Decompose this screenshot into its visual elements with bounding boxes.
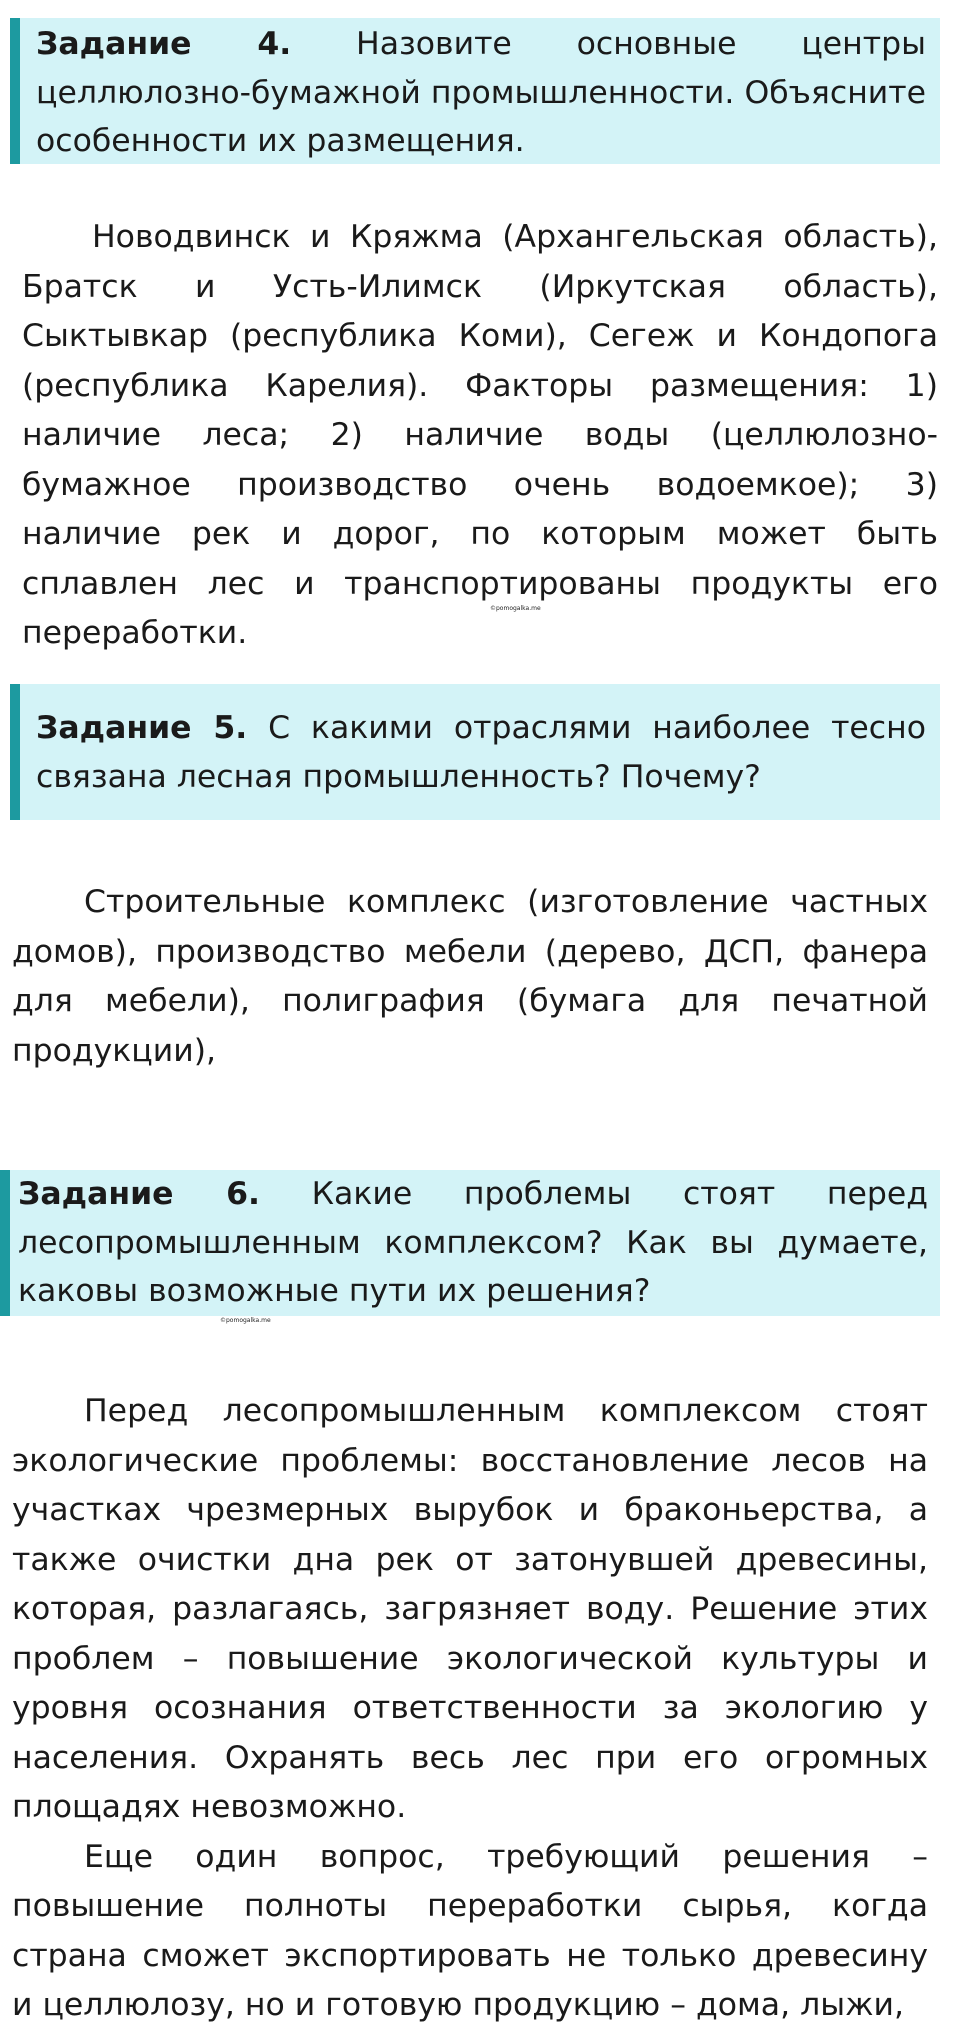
task-4-box [10, 18, 940, 164]
task-6-label: Задание 6. [18, 1176, 261, 1212]
task-5-question: С какими отраслями наиболее тесно связана лесная промышленность? Почему? [36, 710, 926, 795]
task-6-box [0, 1170, 940, 1316]
answer-6-block [12, 1387, 928, 2031]
task-4-label: Задание 4. [36, 26, 292, 62]
answer-4-text: Новодвинск и Кряжма (Архангельская область), Братск и Усть-Илимск (Иркутская область), Сыктывкар (республика Коми), Сегеж и Кондопога (республика Карелия). Факторы размещения: 1) наличие леса; 2) наличие воды (целлюлозно-бумажное производство очень водоемкое); 3) наличие рек и дорог, по которым может быть сплавлен лес и транспортированы продукты его переработки. [22, 219, 938, 651]
task-4-question: Назовите основные центры целлюлозно-бумажной промышленности. Объясните особенности их размещения. [36, 26, 926, 159]
task-6-question: Какие проблемы стоят перед лесопромышленным комплексом? Как вы думаете, каковы возможные пути их решения? [18, 1176, 928, 1309]
answer-5-text: Строительные комплекс (изготовление частных домов), производство мебели (дерево, ДСП, фанера для мебели), полиграфия (бумага для печатной продукции), [12, 884, 928, 1069]
answer-6-paragraph-1: Перед лесопромышленным комплексом стоят экологические проблемы: восстановление лесов на участках чрезмерных вырубок и браконьерства, а также очистки дна рек от затонувшей древесины, которая, разлагаясь, загрязняет воду. Решение этих проблем – повышение экологической культуры и уровня осознания ответственности за экологию у населения. Охранять весь лес при его огромных площадях невозможно. [12, 1393, 928, 1825]
watermark-1: ©pomogalka.me [490, 605, 541, 612]
watermark-2: ©pomogalka.me [220, 1317, 271, 1324]
answer-6-paragraph-2: Еще один вопрос, требующий решения – повышение полноты переработки сырья, когда страна сможет экспортировать не только древесину и целлюлозу, но и готовую продукцию – дома, лыжи, [12, 1838, 928, 2023]
task-5-box [10, 684, 940, 820]
task-5-label: Задание 5. [36, 710, 248, 746]
